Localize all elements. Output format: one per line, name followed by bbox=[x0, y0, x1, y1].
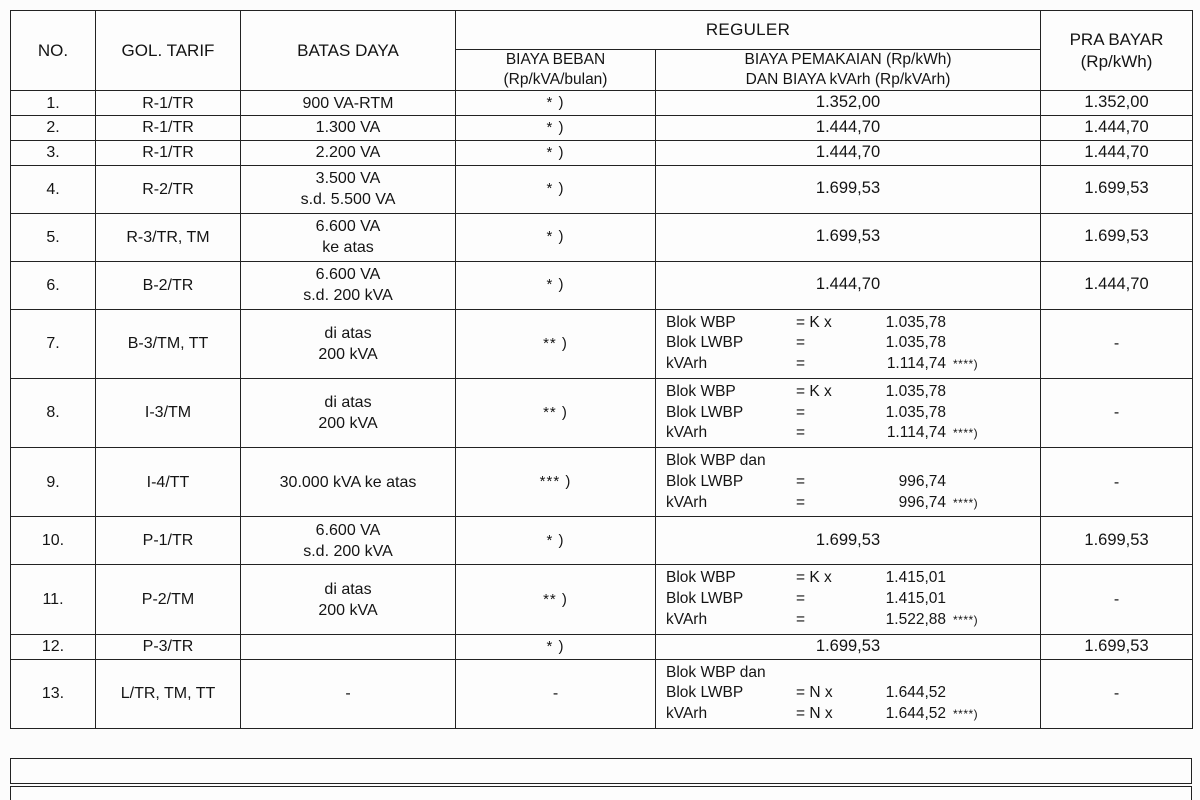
block-label: Blok WBP bbox=[666, 382, 736, 400]
block-label: kVArh bbox=[666, 355, 708, 373]
cell-biaya-beban: * ) bbox=[456, 116, 656, 141]
block-operator: = N x bbox=[796, 705, 833, 723]
col-header-gol-tarif: GOL. TARIF bbox=[96, 11, 241, 91]
cell-gol-tarif: B-2/TR bbox=[96, 261, 241, 309]
cell-no: 4. bbox=[11, 165, 96, 213]
block-label: Blok WBP dan bbox=[666, 452, 766, 470]
cell-biaya-beban: ** ) bbox=[456, 378, 656, 447]
cell-pra-bayar: 1.699,53 bbox=[1041, 165, 1193, 213]
block-label: Blok LWBP bbox=[666, 334, 744, 352]
col-header-reguler: REGULER bbox=[456, 11, 1041, 50]
cell-no: 5. bbox=[11, 213, 96, 261]
col-header-biaya-pemakaian bbox=[656, 50, 1041, 91]
pemakaian-block bbox=[656, 379, 1040, 447]
block-value: 1.522,88 bbox=[885, 611, 946, 628]
cell-biaya-pemakaian: 1.699,53 bbox=[656, 517, 1041, 565]
col-header-batas-daya: BATAS DAYA bbox=[241, 11, 456, 91]
batas-daya-line-1: 30.000 kVA ke atas bbox=[279, 473, 417, 491]
cell-biaya-pemakaian: 1.444,70 bbox=[656, 116, 1041, 141]
pemakaian-block bbox=[656, 660, 1040, 728]
block-operator: = bbox=[796, 472, 806, 490]
batas-daya-line-1: - bbox=[345, 685, 351, 703]
cell-pra-bayar: - bbox=[1041, 448, 1193, 517]
cell-no: 9. bbox=[11, 448, 96, 517]
table-row bbox=[11, 309, 1193, 378]
batas-daya-line-1: di atas bbox=[324, 324, 372, 342]
pemakaian-block-line bbox=[666, 423, 1040, 444]
block-value: 1.415,01 bbox=[885, 569, 946, 587]
block-operator: = K x bbox=[796, 382, 832, 400]
pemakaian-block-line bbox=[666, 610, 1040, 631]
cell-biaya-pemakaian: 1.352,00 bbox=[656, 91, 1041, 116]
biaya-pemakaian-line-2: DAN BIAYA kVArh (Rp/kVArh) bbox=[745, 71, 951, 89]
block-label: kVArh bbox=[666, 493, 708, 511]
block-operator: = bbox=[796, 590, 806, 608]
batas-daya-line-2: 200 kVA bbox=[318, 345, 378, 363]
cell-gol-tarif: I-3/TM bbox=[96, 378, 241, 447]
block-value: 1.035,78 bbox=[885, 382, 946, 400]
cell-batas-daya bbox=[241, 91, 456, 116]
pemakaian-block bbox=[656, 565, 1040, 633]
batas-daya-line-1: 900 VA-RTM bbox=[302, 94, 394, 112]
batas-daya-line-2: 200 kVA bbox=[318, 415, 378, 433]
pemakaian-block-line bbox=[666, 451, 1040, 472]
biaya-beban-line-2: (Rp/kVA/bulan) bbox=[503, 71, 608, 89]
pemakaian-block-line bbox=[666, 472, 1040, 493]
block-value: 1.035,78 bbox=[885, 403, 946, 421]
block-label: Blok WBP dan bbox=[666, 663, 766, 681]
table-row bbox=[11, 634, 1193, 659]
cell-pra-bayar: 1.444,70 bbox=[1041, 261, 1193, 309]
table-row bbox=[11, 116, 1193, 141]
cell-pra-bayar: - bbox=[1041, 659, 1193, 728]
pemakaian-block-line bbox=[666, 704, 1040, 725]
block-value: 1.114,74 bbox=[886, 424, 946, 442]
pra-bayar-line-2: (Rp/kWh) bbox=[1080, 51, 1153, 71]
pemakaian-block bbox=[656, 310, 1040, 378]
block-operator: = bbox=[796, 403, 806, 421]
cell-no: 12. bbox=[11, 634, 96, 659]
block-footnote: ****) bbox=[953, 426, 979, 441]
block-label: Blok LWBP bbox=[666, 684, 744, 702]
cell-pra-bayar: 1.699,53 bbox=[1041, 213, 1193, 261]
cell-biaya-pemakaian: 1.699,53 bbox=[656, 634, 1041, 659]
cell-no: 13. bbox=[11, 659, 96, 728]
table-row bbox=[11, 261, 1193, 309]
block-label: Blok LWBP bbox=[666, 590, 744, 608]
cell-gol-tarif: B-3/TM, TT bbox=[96, 309, 241, 378]
cell-biaya-pemakaian-block bbox=[656, 659, 1041, 728]
pemakaian-block-line bbox=[666, 589, 1040, 610]
cell-batas-daya bbox=[241, 634, 456, 659]
table-row bbox=[11, 91, 1193, 116]
cell-biaya-pemakaian-block bbox=[656, 378, 1041, 447]
block-label: kVArh bbox=[666, 611, 708, 628]
pemakaian-block-line bbox=[666, 683, 1040, 704]
cell-gol-tarif: L/TR, TM, TT bbox=[96, 659, 241, 728]
cell-biaya-beban: ** ) bbox=[456, 565, 656, 634]
cell-batas-daya bbox=[241, 448, 456, 517]
block-operator: = N x bbox=[796, 684, 833, 702]
cell-pra-bayar: 1.699,53 bbox=[1041, 634, 1193, 659]
pemakaian-block-line bbox=[666, 493, 1040, 514]
table-row bbox=[11, 378, 1193, 447]
batas-daya-line-1: 6.600 VA bbox=[315, 217, 381, 235]
batas-daya-line-1: 1.300 VA bbox=[315, 119, 381, 137]
cell-biaya-beban: * ) bbox=[456, 261, 656, 309]
cell-no: 3. bbox=[11, 140, 96, 165]
cell-gol-tarif: I-4/TT bbox=[96, 448, 241, 517]
pra-bayar-line-1: PRA BAYAR bbox=[1069, 30, 1164, 50]
cell-biaya-pemakaian: 1.444,70 bbox=[656, 140, 1041, 165]
pemakaian-block bbox=[656, 448, 1040, 516]
cell-gol-tarif: R-1/TR bbox=[96, 140, 241, 165]
cell-batas-daya bbox=[241, 565, 456, 634]
cell-batas-daya bbox=[241, 261, 456, 309]
cell-biaya-pemakaian-block bbox=[656, 309, 1041, 378]
block-label: kVArh bbox=[666, 424, 708, 442]
cell-no: 6. bbox=[11, 261, 96, 309]
batas-daya-line-1: di atas bbox=[324, 393, 372, 411]
block-operator: = bbox=[796, 611, 806, 628]
cell-biaya-pemakaian: 1.444,70 bbox=[656, 261, 1041, 309]
table-body bbox=[11, 91, 1193, 729]
cell-pra-bayar: - bbox=[1041, 565, 1193, 634]
cell-biaya-beban: *** ) bbox=[456, 448, 656, 517]
cell-biaya-beban: ** ) bbox=[456, 309, 656, 378]
table-row bbox=[11, 565, 1193, 634]
cell-biaya-beban: * ) bbox=[456, 91, 656, 116]
table-row bbox=[11, 140, 1193, 165]
block-value: 1.035,78 bbox=[885, 334, 946, 352]
pemakaian-block-line bbox=[666, 354, 1040, 375]
block-value: 1.415,01 bbox=[885, 590, 946, 608]
cell-gol-tarif: R-2/TR bbox=[96, 165, 241, 213]
batas-daya-line-2: s.d. 5.500 VA bbox=[300, 191, 396, 209]
col-header-pra-bayar bbox=[1041, 11, 1193, 91]
block-label: Blok LWBP bbox=[666, 403, 744, 421]
batas-daya-line-1: 2.200 VA bbox=[315, 144, 381, 162]
cell-biaya-beban: * ) bbox=[456, 213, 656, 261]
table-row bbox=[11, 517, 1193, 565]
footer-strip-lower bbox=[10, 786, 1192, 800]
table-row bbox=[11, 448, 1193, 517]
cell-biaya-beban: * ) bbox=[456, 165, 656, 213]
block-footnote: ****) bbox=[953, 707, 979, 722]
cell-gol-tarif: P-3/TR bbox=[96, 634, 241, 659]
pemakaian-block-line bbox=[666, 403, 1040, 424]
table-header bbox=[11, 11, 1193, 91]
block-footnote: ****) bbox=[953, 613, 979, 627]
cell-gol-tarif: R-3/TR, TM bbox=[96, 213, 241, 261]
cell-pra-bayar: - bbox=[1041, 309, 1193, 378]
batas-daya-line-2: ke atas bbox=[322, 239, 374, 257]
cell-pra-bayar: 1.444,70 bbox=[1041, 116, 1193, 141]
footer-strip-upper bbox=[10, 758, 1192, 784]
cell-no: 10. bbox=[11, 517, 96, 565]
pemakaian-block-line bbox=[666, 333, 1040, 354]
batas-daya-line-2: s.d. 200 kVA bbox=[303, 542, 393, 560]
cell-pra-bayar: - bbox=[1041, 378, 1193, 447]
pemakaian-block-line bbox=[666, 568, 1040, 589]
block-label: Blok WBP bbox=[666, 313, 736, 331]
batas-daya-line-1: 6.600 VA bbox=[315, 521, 381, 539]
table-row bbox=[11, 213, 1193, 261]
cell-batas-daya bbox=[241, 517, 456, 565]
tariff-table bbox=[10, 10, 1193, 729]
biaya-pemakaian-line-1: BIAYA PEMAKAIAN (Rp/kWh) bbox=[744, 51, 952, 68]
cell-biaya-pemakaian-block bbox=[656, 448, 1041, 517]
cell-pra-bayar: 1.444,70 bbox=[1041, 140, 1193, 165]
block-operator: = bbox=[796, 493, 806, 511]
cell-batas-daya bbox=[241, 309, 456, 378]
block-operator: = K x bbox=[796, 313, 832, 331]
batas-daya-line-2: s.d. 200 kVA bbox=[303, 287, 393, 305]
pemakaian-block-line bbox=[666, 313, 1040, 334]
cell-biaya-beban: * ) bbox=[456, 517, 656, 565]
table-row bbox=[11, 659, 1193, 728]
biaya-beban-line-1: BIAYA BEBAN bbox=[505, 51, 606, 68]
cell-pra-bayar: 1.352,00 bbox=[1041, 91, 1193, 116]
block-footnote: ****) bbox=[953, 495, 979, 510]
cell-batas-daya bbox=[241, 165, 456, 213]
block-value: 1.035,78 bbox=[885, 313, 946, 331]
cell-biaya-beban: * ) bbox=[456, 140, 656, 165]
block-operator: = K x bbox=[796, 569, 832, 587]
col-header-no: NO. bbox=[11, 11, 96, 91]
cell-no: 8. bbox=[11, 378, 96, 447]
block-label: Blok LWBP bbox=[666, 472, 744, 490]
cell-batas-daya bbox=[241, 213, 456, 261]
cell-batas-daya bbox=[241, 378, 456, 447]
cell-biaya-beban: * ) bbox=[456, 634, 656, 659]
block-value: 996,74 bbox=[898, 493, 946, 511]
cell-no: 11. bbox=[11, 565, 96, 634]
block-value: 1.644,52 bbox=[885, 705, 946, 723]
cell-biaya-pemakaian-block bbox=[656, 565, 1041, 634]
batas-daya-line-1: 6.600 VA bbox=[315, 265, 381, 283]
batas-daya-line-1: 3.500 VA bbox=[315, 169, 381, 187]
cell-batas-daya bbox=[241, 659, 456, 728]
pemakaian-block-line bbox=[666, 663, 1040, 684]
cell-gol-tarif: P-2/TM bbox=[96, 565, 241, 634]
table-row bbox=[11, 165, 1193, 213]
block-operator: = bbox=[796, 424, 806, 442]
cell-batas-daya bbox=[241, 116, 456, 141]
block-label: Blok WBP bbox=[666, 569, 736, 587]
col-header-biaya-beban bbox=[456, 50, 656, 91]
cell-no: 7. bbox=[11, 309, 96, 378]
cell-no: 2. bbox=[11, 116, 96, 141]
cell-no: 1. bbox=[11, 91, 96, 116]
batas-daya-line-2: 200 kVA bbox=[318, 601, 378, 619]
cell-biaya-pemakaian: 1.699,53 bbox=[656, 165, 1041, 213]
cell-batas-daya bbox=[241, 140, 456, 165]
block-value: 1.644,52 bbox=[885, 684, 946, 702]
cell-biaya-pemakaian: 1.699,53 bbox=[656, 213, 1041, 261]
cell-gol-tarif: R-1/TR bbox=[96, 91, 241, 116]
pemakaian-block-line bbox=[666, 382, 1040, 403]
header-row-top bbox=[11, 11, 1193, 50]
block-footnote: ****) bbox=[953, 357, 979, 372]
cell-gol-tarif: R-1/TR bbox=[96, 116, 241, 141]
cell-gol-tarif: P-1/TR bbox=[96, 517, 241, 565]
cell-pra-bayar: 1.699,53 bbox=[1041, 517, 1193, 565]
block-label: kVArh bbox=[666, 705, 708, 723]
block-operator: = bbox=[796, 334, 806, 352]
block-value: 996,74 bbox=[898, 472, 946, 490]
block-operator: = bbox=[796, 355, 806, 373]
cell-biaya-beban: - bbox=[456, 659, 656, 728]
block-value: 1.114,74 bbox=[886, 355, 946, 373]
batas-daya-line-1: di atas bbox=[324, 580, 372, 598]
